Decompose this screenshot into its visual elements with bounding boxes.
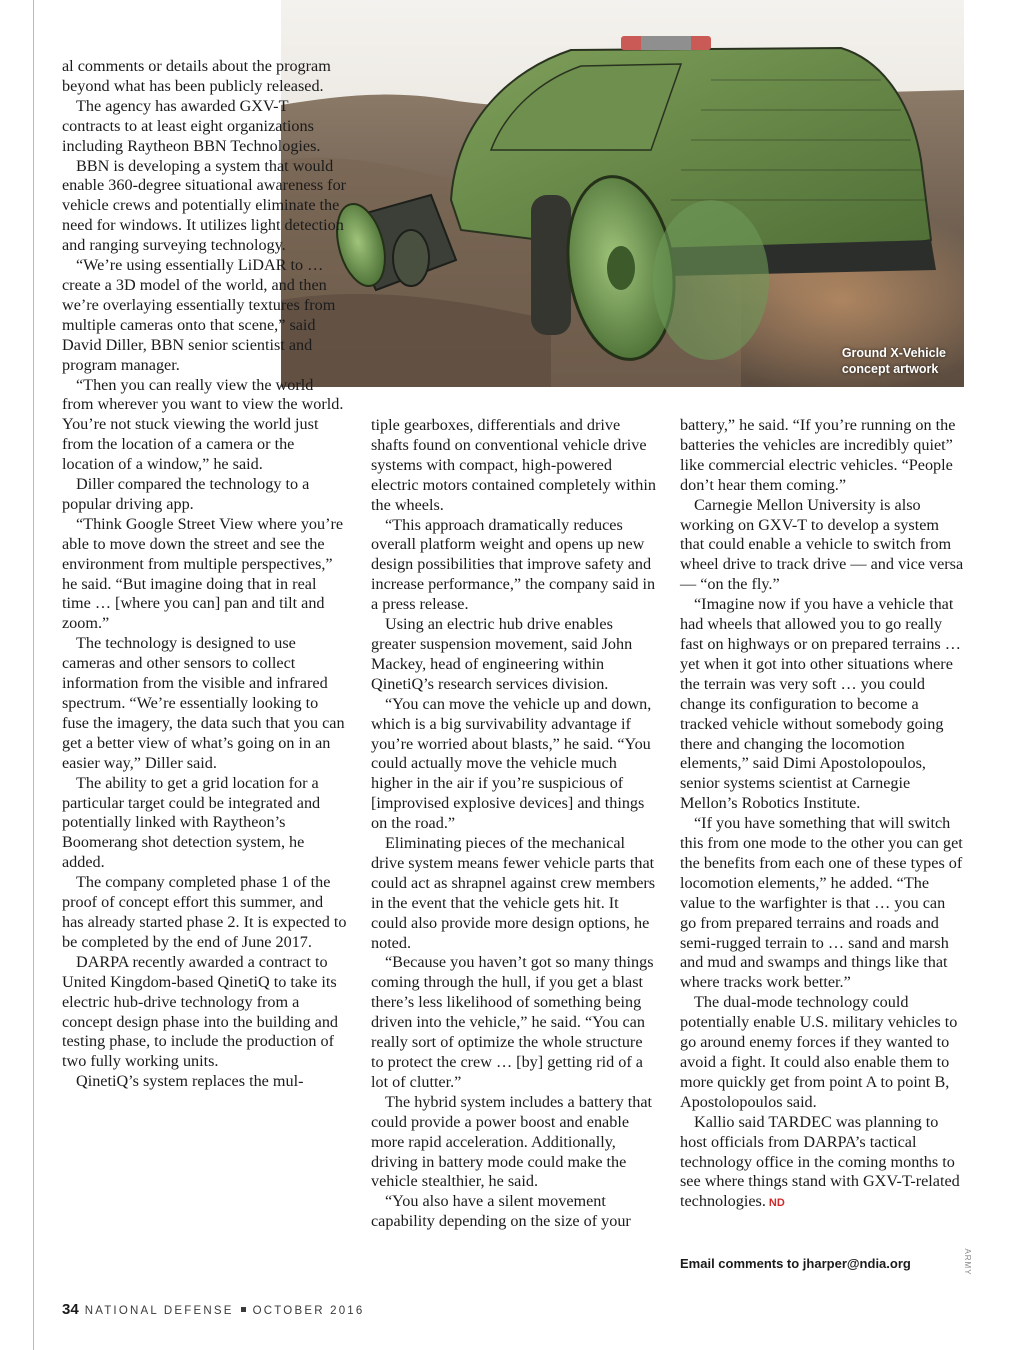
paragraph: Using an electric hub drive enables greater suspension movement, said John Mackey, head of engineering within QinetiQ’s research services division.	[371, 615, 633, 693]
paragraph: “Imagine now if you have a vehicle that had wheels that allowed you to go really fast on highways or on prepared terrains … yet when it got into other situations where the terrain was very soft … you could change its configuration to become a tracked vehicle without somebody going there and changing the locomotion elements,” said Dimi Apostolopoulos, senior systems scientist at Carnegie Mellon’s Robotics Institute.	[680, 595, 961, 813]
paragraph: QinetiQ’s system replaces the mul-	[76, 1072, 304, 1091]
paragraph: tiple gearboxes, differentials and drive shafts found on conventional vehicle drive systems with compact, high-powered electric motors contained completely within the wheels.	[371, 416, 656, 514]
email-contact: Email comments to jharper@ndia.org	[680, 1256, 911, 1271]
paragraph: BBN is developing a system that would enable 360-degree situational awareness for vehicle crews and potentially eliminate the need for windows. It utilizes light detection and ranging surveying technology.	[62, 156, 347, 255]
issue-date: OCTOBER 2016	[252, 1305, 365, 1317]
paragraph: Diller compared the technology to a popular driving app.	[62, 475, 310, 513]
paragraph: “You also have a silent movement capability depending on the size of your	[371, 1192, 631, 1231]
paragraph: “If you have something that will switch this from one mode to the other you can get the benefits from each one of these types of locomotion elements,” he added. “The value to the warfighter is that … you can go from prepared terrains and roads and semi-rugged terrain to … sand and marsh and mud and swamps and things like that where tracks work better.”	[680, 814, 963, 992]
paragraph: “You can move the vehicle up and down, which is a big survivability advantage if you’re worried about blasts,” he said. “You could actually move the vehicle much higher in the air if you’re suspicious of [improvised explosive devices] and things on the road.”	[371, 694, 652, 833]
caption-line-2: concept artwork	[841, 362, 939, 376]
caption-line-1: Ground X-Vehicle	[841, 346, 946, 360]
page-footer	[62, 1301, 364, 1318]
paragraph: The ability to get a grid location for a particular target could be integrated and potentially linked with Raytheon’s Boomerang shot detection system, he added.	[62, 773, 321, 872]
paragraph: “Think Google Street View where you’re able to move down the street and see the environment from multiple perspectives,” he said. “But imagine doing that in real time … [where you can] pan and tilt and zoom.”	[62, 514, 344, 633]
end-mark: ND	[768, 1197, 785, 1210]
publication-name: NATIONAL DEFENSE	[84, 1305, 234, 1317]
paragraph: The company completed phase 1 of the proof of concept effort this summer, and has already started phase 2. It is expected to be completed by the end of June 2017.	[62, 873, 347, 951]
paragraph: “Then you can really view the world from wherever you want to view the world. You’re not stuck viewing the world just from the location of a camera or the location of a window,” he said.	[62, 375, 344, 474]
page-number: 34	[62, 1301, 79, 1318]
paragraph: The dual-mode technology could potentially enable U.S. military vehicles to go around enemy forces if they wanted to avoid a fight. It could also enable them to more quickly get from point A to point B, Apostolopoulos said.	[680, 993, 958, 1111]
paragraph: The technology is designed to use cameras and other sensors to collect information from the visible and infrared spectrum. “We’re essentially looking to fuse the imagery, the data such that you can get a better view of what’s going on in an easier way,” Diller said.	[62, 634, 345, 772]
vehicle-concept-image	[281, 0, 964, 387]
paragraph: battery,” he said. “If you’re running on the batteries the vehicles are incredibly quiet” like commercial electric vehicles. “People don’t hear them coming.”	[680, 416, 956, 494]
article-column-1	[62, 57, 347, 1092]
left-margin-rule	[33, 0, 34, 1350]
paragraph: The agency has awarded GXV-T contracts to at least eight organizations including Raytheon BBN Technologies.	[62, 96, 321, 155]
paragraph-text: Kallio said TARDEC was planning to host officials from DARPA’s tactical technology office in the coming months to see where things stand with GXV-T-related technologies.	[680, 1112, 960, 1211]
paragraph: “We’re using essentially LiDAR to … create a 3D model of the world, and then we’re overlaying essentially textures from multiple cameras onto that scene,” said David Diller, BBN senior scientist and program manager.	[62, 256, 336, 374]
paragraph: The hybrid system includes a battery that could provide a power boost and enable more rapid acceleration. Additionally, driving in battery mode could make the vehicle stealthier, he said.	[371, 1092, 653, 1191]
article-column-2	[371, 416, 656, 1232]
paragraph: Carnegie Mellon University is also working on GXV-T to develop a system that could enable a vehicle to switch from wheel drive to track drive — and vice versa — “on the fly.”	[680, 495, 964, 594]
paragraph: Eliminating pieces of the mechanical drive system means fewer vehicle parts that could act as shrapnel against crew members in the event that the vehicle gets hit. It could also provide more design options, he noted.	[371, 834, 656, 952]
separator-square	[241, 1307, 246, 1312]
paragraph: DARPA recently awarded a contract to United Kingdom-based QinetiQ to take its electric hub-drive technology from a concept design phase into the building and testing phase, to include the production of two fully working units.	[62, 952, 339, 1071]
paragraph: “Because you haven’t got so many things coming through the hull, if you get a blast there’s less likelihood of something being driven into the vehicle,” he said. “You can really sort of optimize the whole structure to protect the crew … [by] getting rid of a lot of clutter.”	[371, 953, 654, 1091]
paragraph-last	[680, 1113, 965, 1215]
photo-credit: ARMY	[963, 1248, 972, 1276]
paragraph: “This approach dramatically reduces overall platform weight and opens up new design possibilities that improve safety and increase performance,” the company said in a press release.	[371, 515, 656, 614]
paragraph: al comments or details about the program beyond what has been publicly released.	[62, 57, 331, 95]
image-caption	[842, 345, 946, 377]
article-column-3	[680, 416, 965, 1214]
